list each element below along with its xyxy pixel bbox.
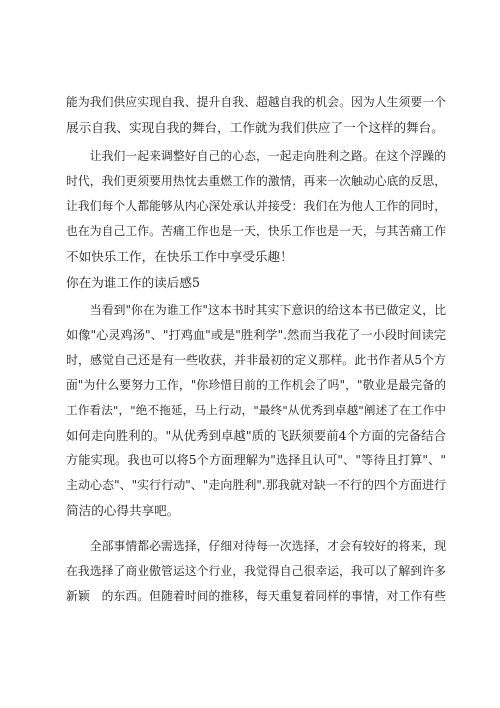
text-line: 当看到"你在为谁工作"这本书时其实下意识的给这本书已做定义，比 [66,303,446,317]
paragraph-4 [66,534,446,609]
text-line: 展示自我、实现自我的舞台，工作就为我们供应了一个这样的舞台。 [66,120,444,135]
text-line: 时，感觉自己还是有一些收获，并非最初的定义那样。此书作者从5个方 [66,353,446,367]
text-line: 在我选择了商业傲管运这个行业，我觉得自己很幸运，我可以了解到许多 [66,564,446,578]
paragraph-2 [66,144,446,269]
paragraph-3 [66,298,446,523]
paragraph-1 [66,90,446,140]
section-heading: 你在为谁工作的读后感5 [66,275,200,290]
text-line: 时代，我们更须要用热忱去重燃工作的激情，再来一次触动心底的反思， [66,174,446,188]
text-line: 新颖 的东西。但随着时间的推移，每天重复着同样的事情，对工作有些 [66,589,446,603]
text-line: 让我们一起来调整好自己的心态，一起走向胜利之路。在这个浮躁的 [66,149,446,163]
text-line: 主动心态"、"实行行动"、"走向胜利".那我就对缺一不行的四个方面进行 [66,478,446,492]
text-line: 让我们每个人都能够从内心深处承认并接受：我们在为他人工作的同时， [66,199,446,213]
text-line: 工作看法"，"绝不拖延，马上行动，"最终"从优秀到卓越"阐述了在工作中 [66,403,446,417]
text-line: 如像"心灵鸡汤"、"打鸡血"或是"胜利学".然而当我花了一小段时间读完 [66,328,446,342]
text-line: 简洁的心得共享吧。 [66,503,180,518]
text-line: 方能实现。我也可以将5个方面理解为"选择且认可"、"等待且打算"、" [66,453,446,467]
text-line: 也在为自己工作。苦痛工作也是一天，快乐工作也是一天，与其苦痛工作 [66,224,446,238]
text-line: 全部事情都必需选择，仔细对待每一次选择，才会有较好的将来，现 [66,539,446,553]
text-line: 能为我们供应实现自我、提升自我、超越自我的机会。因为人生须要一个 [66,95,446,109]
text-line: 如何走向胜利的。"从优秀到卓越"质的飞跃须要前4个方面的完备结合 [66,428,446,443]
text-line: 面"为什么要努力工作，"你珍惜目前的工作机会了吗"，"敬业是最完备的 [66,378,446,392]
text-line: 不如快乐工作，在快乐工作中享受乐趣！ [66,249,293,264]
